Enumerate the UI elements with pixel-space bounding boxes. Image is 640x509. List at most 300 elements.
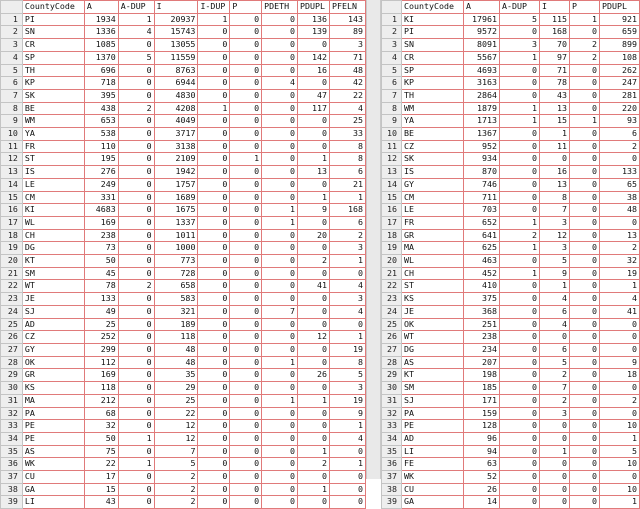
table-cell[interactable]: 3 (500, 39, 540, 52)
column-header[interactable]: PDETH (262, 1, 298, 14)
row-number[interactable]: 12 (382, 153, 402, 166)
table-cell[interactable]: 32 (600, 255, 640, 268)
table-cell[interactable]: 1 (540, 445, 570, 458)
table-cell[interactable]: 195 (84, 153, 118, 166)
row-number[interactable]: 25 (382, 318, 402, 331)
column-header[interactable]: PDUPL (600, 1, 640, 14)
table-cell[interactable]: 4683 (84, 204, 118, 217)
table-cell[interactable]: 115 (540, 13, 570, 26)
table-cell[interactable]: 0 (230, 356, 262, 369)
table-cell[interactable]: 0 (570, 77, 600, 90)
table-cell[interactable]: 68 (84, 407, 118, 420)
table-cell[interactable]: 2 (154, 483, 198, 496)
table-cell[interactable]: AS (402, 356, 464, 369)
table-cell[interactable]: 0 (118, 445, 154, 458)
table-cell[interactable]: 6 (600, 128, 640, 141)
table-cell[interactable]: SM (402, 382, 464, 395)
table-cell[interactable]: 0 (570, 267, 600, 280)
table-cell[interactable]: 0 (570, 369, 600, 382)
table-cell[interactable]: 128 (464, 420, 500, 433)
table-cell[interactable]: 4 (540, 318, 570, 331)
table-cell[interactable]: 0 (230, 382, 262, 395)
table-cell[interactable]: 0 (500, 432, 540, 445)
table-cell[interactable]: 0 (298, 216, 330, 229)
table-cell[interactable]: 0 (570, 496, 600, 509)
table-cell[interactable]: 5 (154, 458, 198, 471)
row-number[interactable]: 38 (382, 483, 402, 496)
table-cell[interactable]: 0 (298, 432, 330, 445)
table-cell[interactable]: 133 (600, 166, 640, 179)
table-cell[interactable]: 14 (464, 496, 500, 509)
table-cell[interactable]: 1337 (154, 216, 198, 229)
row-number[interactable]: 22 (382, 280, 402, 293)
row-number[interactable]: 31 (382, 394, 402, 407)
table-cell[interactable]: AD (22, 318, 84, 331)
table-cell[interactable]: LI (22, 496, 84, 509)
table-cell[interactable]: 3138 (154, 140, 198, 153)
table-cell[interactable]: 4 (330, 280, 366, 293)
table-cell[interactable]: CM (402, 191, 464, 204)
table-cell[interactable]: 0 (230, 39, 262, 52)
table-cell[interactable]: 0 (118, 343, 154, 356)
table-cell[interactable]: 1 (330, 331, 366, 344)
table-cell[interactable]: 375 (464, 293, 500, 306)
table-cell[interactable]: 0 (500, 394, 540, 407)
table-cell[interactable]: 0 (262, 229, 298, 242)
table-cell[interactable]: 331 (84, 191, 118, 204)
table-cell[interactable]: 4830 (154, 89, 198, 102)
table-cell[interactable]: 0 (198, 242, 230, 255)
table-cell[interactable]: 0 (262, 39, 298, 52)
table-cell[interactable]: SJ (402, 394, 464, 407)
table-cell[interactable]: 0 (540, 471, 570, 484)
row-number[interactable]: 16 (1, 204, 23, 217)
table-cell[interactable]: 299 (84, 343, 118, 356)
table-cell[interactable]: 0 (262, 471, 298, 484)
table-cell[interactable]: 249 (84, 178, 118, 191)
table-cell[interactable]: 0 (262, 178, 298, 191)
table-cell[interactable]: 0 (298, 77, 330, 90)
table-cell[interactable]: 0 (198, 280, 230, 293)
table-cell[interactable]: 0 (118, 255, 154, 268)
table-cell[interactable]: 110 (84, 140, 118, 153)
row-number[interactable]: 4 (1, 51, 23, 64)
row-number[interactable]: 35 (382, 445, 402, 458)
column-header[interactable]: A (464, 1, 500, 14)
column-header[interactable]: PDUPL (298, 1, 330, 14)
table-cell[interactable]: 1 (262, 204, 298, 217)
row-number[interactable]: 14 (1, 178, 23, 191)
table-cell[interactable]: 12 (154, 432, 198, 445)
table-cell[interactable]: 0 (540, 153, 570, 166)
table-cell[interactable]: 0 (118, 369, 154, 382)
table-cell[interactable]: 0 (198, 382, 230, 395)
table-cell[interactable]: 0 (500, 407, 540, 420)
table-cell[interactable]: 0 (570, 471, 600, 484)
table-cell[interactable]: 0 (230, 331, 262, 344)
table-cell[interactable]: 0 (118, 115, 154, 128)
table-cell[interactable]: 234 (464, 343, 500, 356)
table-cell[interactable]: 0 (118, 318, 154, 331)
table-cell[interactable]: 33 (330, 128, 366, 141)
table-cell[interactable]: GR (402, 229, 464, 242)
table-cell[interactable]: 321 (154, 305, 198, 318)
table-cell[interactable]: 1 (500, 102, 540, 115)
row-number[interactable]: 18 (1, 229, 23, 242)
table-cell[interactable]: 0 (198, 293, 230, 306)
table-cell[interactable]: 0 (198, 140, 230, 153)
table-cell[interactable]: 538 (84, 128, 118, 141)
table-cell[interactable]: ST (22, 153, 84, 166)
table-cell[interactable]: 50 (84, 255, 118, 268)
table-cell[interactable]: MA (22, 394, 84, 407)
table-cell[interactable]: 8 (330, 356, 366, 369)
row-number[interactable]: 17 (1, 216, 23, 229)
row-number[interactable]: 3 (382, 39, 402, 52)
table-cell[interactable]: 50 (84, 432, 118, 445)
table-cell[interactable]: 0 (230, 458, 262, 471)
table-cell[interactable]: 47 (298, 89, 330, 102)
table-cell[interactable]: 25 (154, 394, 198, 407)
table-cell[interactable]: JE (22, 293, 84, 306)
table-cell[interactable]: 32 (84, 420, 118, 433)
table-cell[interactable]: 71 (330, 51, 366, 64)
row-number[interactable]: 33 (1, 420, 23, 433)
table-cell[interactable]: 143 (330, 13, 366, 26)
table-cell[interactable]: 2 (540, 394, 570, 407)
table-cell[interactable]: 2 (330, 229, 366, 242)
table-cell[interactable]: 117 (298, 102, 330, 115)
table-cell[interactable]: 0 (262, 140, 298, 153)
column-header[interactable]: CountyCode (22, 1, 84, 14)
table-cell[interactable]: 70 (540, 39, 570, 52)
table-cell[interactable]: 0 (118, 39, 154, 52)
row-number[interactable]: 30 (1, 382, 23, 395)
row-number[interactable]: 19 (382, 242, 402, 255)
table-cell[interactable]: 0 (262, 407, 298, 420)
row-number[interactable]: 9 (382, 115, 402, 128)
table-cell[interactable]: 20 (298, 229, 330, 242)
table-cell[interactable]: 1085 (84, 39, 118, 52)
row-number[interactable]: 21 (1, 267, 23, 280)
table-cell[interactable]: 276 (84, 166, 118, 179)
table-cell[interactable]: 0 (298, 267, 330, 280)
row-number[interactable]: 7 (382, 89, 402, 102)
table-cell[interactable]: 1 (298, 445, 330, 458)
table-cell[interactable]: SM (22, 267, 84, 280)
table-cell[interactable]: 0 (118, 178, 154, 191)
table-cell[interactable]: GA (402, 496, 464, 509)
table-cell[interactable]: PE (22, 420, 84, 433)
table-cell[interactable]: 0 (230, 13, 262, 26)
row-number[interactable]: 37 (1, 471, 23, 484)
table-cell[interactable]: 13 (600, 229, 640, 242)
table-cell[interactable]: 93 (600, 115, 640, 128)
table-cell[interactable]: 2 (600, 140, 640, 153)
table-cell[interactable]: 1 (298, 394, 330, 407)
table-cell[interactable]: 0 (118, 77, 154, 90)
table-cell[interactable]: 3 (330, 39, 366, 52)
table-cell[interactable]: GY (22, 343, 84, 356)
row-number[interactable]: 38 (1, 483, 23, 496)
table-cell[interactable]: BE (22, 102, 84, 115)
row-number[interactable]: 5 (382, 64, 402, 77)
table-cell[interactable]: 11 (540, 140, 570, 153)
table-cell[interactable]: 0 (298, 471, 330, 484)
table-cell[interactable]: 10 (600, 420, 640, 433)
table-cell[interactable]: FE (402, 458, 464, 471)
table-cell[interactable]: 6 (330, 216, 366, 229)
table-cell[interactable]: 112 (84, 356, 118, 369)
table-cell[interactable]: 3 (330, 293, 366, 306)
column-header[interactable]: CountyCode (402, 1, 464, 14)
table-cell[interactable]: 2 (154, 471, 198, 484)
table-cell[interactable]: 0 (570, 242, 600, 255)
table-cell[interactable]: 4 (330, 102, 366, 115)
row-number[interactable]: 36 (1, 458, 23, 471)
table-cell[interactable]: 0 (570, 166, 600, 179)
table-cell[interactable]: 0 (500, 420, 540, 433)
table-cell[interactable]: 1 (570, 115, 600, 128)
table-cell[interactable]: 0 (570, 178, 600, 191)
table-cell[interactable]: 4 (118, 26, 154, 39)
table-cell[interactable]: 934 (464, 153, 500, 166)
table-cell[interactable]: 1713 (464, 115, 500, 128)
table-cell[interactable]: 0 (570, 407, 600, 420)
table-cell[interactable]: 5 (330, 369, 366, 382)
table-cell[interactable]: 0 (570, 432, 600, 445)
table-cell[interactable]: 0 (500, 471, 540, 484)
table-cell[interactable]: 0 (262, 267, 298, 280)
table-cell[interactable]: 0 (118, 471, 154, 484)
table-cell[interactable]: 0 (230, 293, 262, 306)
table-cell[interactable]: AS (22, 445, 84, 458)
row-number[interactable]: 16 (382, 204, 402, 217)
table-cell[interactable]: 870 (464, 166, 500, 179)
table-cell[interactable]: 1 (600, 432, 640, 445)
table-cell[interactable]: 0 (198, 458, 230, 471)
table-cell[interactable]: 711 (464, 191, 500, 204)
table-cell[interactable]: 368 (464, 305, 500, 318)
table-cell[interactable]: LE (22, 178, 84, 191)
table-cell[interactable]: KI (402, 13, 464, 26)
column-header[interactable]: I (540, 1, 570, 14)
table-cell[interactable]: 1 (262, 216, 298, 229)
row-header-corner[interactable] (1, 1, 23, 14)
table-cell[interactable]: 17 (84, 471, 118, 484)
table-cell[interactable]: 0 (298, 293, 330, 306)
table-cell[interactable]: SP (402, 64, 464, 77)
table-cell[interactable]: 0 (262, 166, 298, 179)
table-cell[interactable]: 0 (500, 331, 540, 344)
table-cell[interactable]: 4049 (154, 115, 198, 128)
table-cell[interactable]: 0 (570, 89, 600, 102)
table-cell[interactable]: 0 (600, 407, 640, 420)
row-number[interactable]: 23 (1, 293, 23, 306)
table-cell[interactable]: 2 (500, 229, 540, 242)
table-cell[interactable]: 0 (540, 331, 570, 344)
column-header[interactable]: PFELN (330, 1, 366, 14)
table-cell[interactable]: 48 (154, 343, 198, 356)
table-cell[interactable]: 0 (230, 369, 262, 382)
table-cell[interactable]: 0 (600, 331, 640, 344)
table-cell[interactable]: 0 (500, 178, 540, 191)
table-cell[interactable]: 0 (298, 140, 330, 153)
table-cell[interactable]: 0 (198, 204, 230, 217)
table-cell[interactable]: 52 (464, 471, 500, 484)
table-cell[interactable]: 0 (570, 458, 600, 471)
table-cell[interactable]: 45 (84, 267, 118, 280)
row-number[interactable]: 32 (1, 407, 23, 420)
table-cell[interactable]: 0 (298, 178, 330, 191)
table-cell[interactable]: 0 (230, 166, 262, 179)
table-cell[interactable]: 238 (84, 229, 118, 242)
table-cell[interactable]: 220 (600, 102, 640, 115)
table-cell[interactable]: 2 (154, 496, 198, 509)
table-cell[interactable]: 1 (118, 432, 154, 445)
table-cell[interactable]: 0 (230, 445, 262, 458)
row-number[interactable]: 11 (1, 140, 23, 153)
table-cell[interactable]: BE (402, 128, 464, 141)
table-cell[interactable]: 0 (262, 26, 298, 39)
table-cell[interactable]: 281 (600, 89, 640, 102)
table-cell[interactable]: 0 (230, 102, 262, 115)
table-cell[interactable]: 3163 (464, 77, 500, 90)
table-cell[interactable]: 1 (118, 458, 154, 471)
table-cell[interactable]: WL (402, 255, 464, 268)
table-cell[interactable]: CZ (22, 331, 84, 344)
table-cell[interactable]: 0 (570, 356, 600, 369)
table-cell[interactable]: CU (22, 471, 84, 484)
table-cell[interactable]: 16 (540, 166, 570, 179)
table-cell[interactable]: 12 (154, 420, 198, 433)
table-cell[interactable]: 0 (198, 267, 230, 280)
table-cell[interactable]: 0 (500, 293, 540, 306)
table-cell[interactable]: 0 (230, 280, 262, 293)
table-cell[interactable]: 652 (464, 216, 500, 229)
table-cell[interactable]: 0 (500, 356, 540, 369)
table-cell[interactable]: 0 (600, 471, 640, 484)
row-number[interactable]: 15 (382, 191, 402, 204)
table-cell[interactable]: 0 (118, 242, 154, 255)
row-number[interactable]: 37 (382, 471, 402, 484)
table-cell[interactable]: 1 (570, 13, 600, 26)
table-cell[interactable]: 0 (262, 445, 298, 458)
table-cell[interactable]: 773 (154, 255, 198, 268)
column-header[interactable]: P (230, 1, 262, 14)
table-cell[interactable]: 0 (540, 432, 570, 445)
table-cell[interactable]: 0 (298, 318, 330, 331)
table-cell[interactable]: 75 (84, 445, 118, 458)
table-cell[interactable]: 8763 (154, 64, 198, 77)
table-cell[interactable]: 247 (600, 77, 640, 90)
table-cell[interactable]: 718 (84, 77, 118, 90)
table-cell[interactable]: 0 (198, 229, 230, 242)
table-cell[interactable]: 13 (540, 178, 570, 191)
table-cell[interactable]: 452 (464, 267, 500, 280)
table-cell[interactable]: 189 (154, 318, 198, 331)
table-cell[interactable]: CZ (402, 140, 464, 153)
table-cell[interactable]: 0 (570, 204, 600, 217)
table-cell[interactable]: 0 (500, 280, 540, 293)
table-cell[interactable]: 11559 (154, 51, 198, 64)
table-cell[interactable]: 0 (198, 26, 230, 39)
table-cell[interactable]: 0 (230, 178, 262, 191)
row-number[interactable]: 34 (382, 432, 402, 445)
table-cell[interactable]: 10 (600, 458, 640, 471)
table-cell[interactable]: 0 (262, 102, 298, 115)
table-cell[interactable]: 1 (540, 128, 570, 141)
table-cell[interactable]: 0 (600, 343, 640, 356)
row-number[interactable]: 6 (382, 77, 402, 90)
table-cell[interactable]: 0 (262, 318, 298, 331)
table-cell[interactable]: 38 (600, 191, 640, 204)
table-cell[interactable]: 0 (540, 458, 570, 471)
table-cell[interactable]: 6 (540, 305, 570, 318)
table-cell[interactable]: 0 (298, 407, 330, 420)
table-cell[interactable]: 0 (198, 216, 230, 229)
table-cell[interactable]: 0 (198, 39, 230, 52)
table-cell[interactable]: 0 (198, 153, 230, 166)
table-cell[interactable]: 0 (198, 255, 230, 268)
row-number[interactable]: 23 (382, 293, 402, 306)
table-cell[interactable]: 1 (262, 394, 298, 407)
table-cell[interactable]: 0 (330, 483, 366, 496)
table-cell[interactable]: 0 (262, 64, 298, 77)
table-cell[interactable]: 142 (298, 51, 330, 64)
table-cell[interactable]: 35 (154, 369, 198, 382)
table-cell[interactable]: 198 (464, 369, 500, 382)
table-cell[interactable]: 43 (540, 89, 570, 102)
table-cell[interactable]: 1 (118, 13, 154, 26)
table-cell[interactable]: 3 (540, 407, 570, 420)
table-cell[interactable]: 5 (600, 445, 640, 458)
table-cell[interactable]: 41 (600, 305, 640, 318)
table-cell[interactable]: SN (22, 26, 84, 39)
table-cell[interactable]: 0 (118, 153, 154, 166)
table-cell[interactable]: 0 (570, 64, 600, 77)
row-number[interactable]: 14 (382, 178, 402, 191)
row-number[interactable]: 1 (382, 13, 402, 26)
table-cell[interactable]: 118 (154, 331, 198, 344)
table-cell[interactable]: PE (22, 432, 84, 445)
table-cell[interactable]: 3717 (154, 128, 198, 141)
table-cell[interactable]: 0 (500, 128, 540, 141)
table-cell[interactable]: 0 (118, 267, 154, 280)
table-cell[interactable]: CR (402, 51, 464, 64)
row-number[interactable]: 28 (1, 356, 23, 369)
row-number[interactable]: 21 (382, 267, 402, 280)
table-cell[interactable]: 0 (262, 496, 298, 509)
table-cell[interactable]: 5 (540, 356, 570, 369)
row-number[interactable]: 12 (1, 153, 23, 166)
row-number[interactable]: 7 (1, 89, 23, 102)
table-cell[interactable]: 0 (118, 166, 154, 179)
table-cell[interactable]: PA (402, 407, 464, 420)
table-cell[interactable]: 0 (198, 64, 230, 77)
table-cell[interactable]: WK (22, 458, 84, 471)
table-cell[interactable]: 1675 (154, 204, 198, 217)
table-cell[interactable]: 12 (298, 331, 330, 344)
table-cell[interactable]: 0 (570, 216, 600, 229)
table-cell[interactable]: 0 (198, 343, 230, 356)
table-cell[interactable]: GR (22, 369, 84, 382)
table-cell[interactable]: 0 (570, 394, 600, 407)
table-cell[interactable]: 9 (600, 356, 640, 369)
table-cell[interactable]: 78 (540, 77, 570, 90)
row-number[interactable]: 17 (382, 216, 402, 229)
table-cell[interactable]: 703 (464, 204, 500, 217)
